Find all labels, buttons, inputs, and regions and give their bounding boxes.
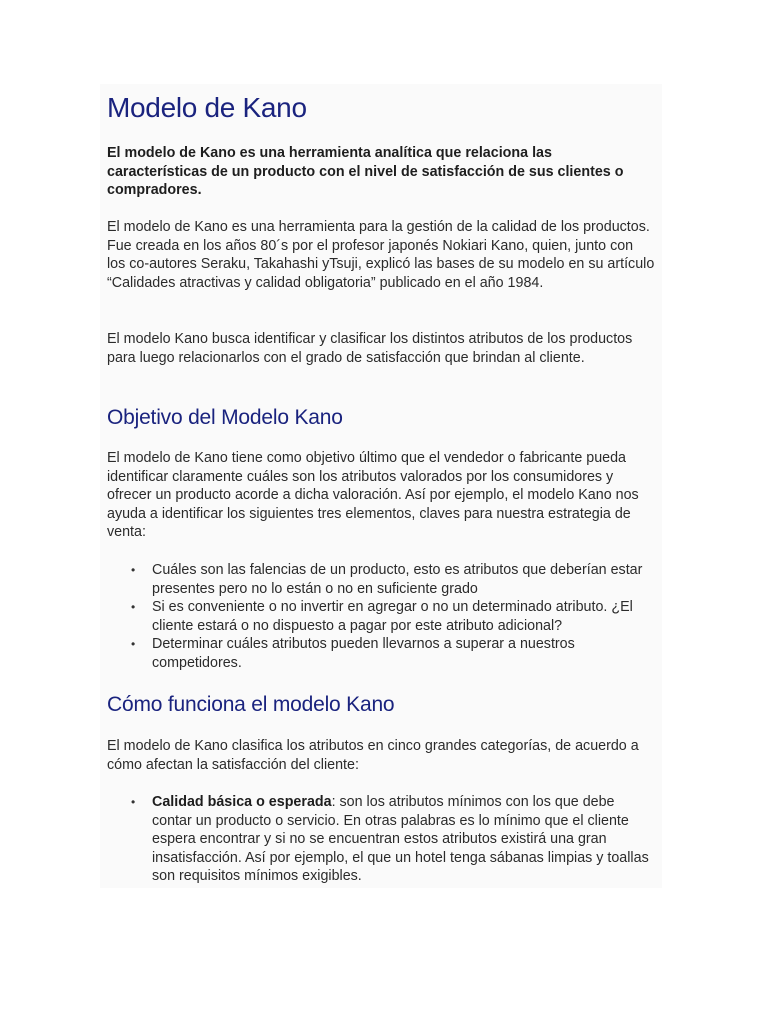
list-item-text: : son los atributos mínimos con los que debe contar un producto o servicio. En otras palabras es lo mínimo que el cliente espera encontrar y si no se encuentran estos atributos existirá una gran insatisfacción. Así por ejemplo, el que un hotel tenga sábanas limpias y toallas son requisitos mínimos exigibles. <box>152 794 649 885</box>
article-content <box>100 84 662 888</box>
list-item-term: Calidad básica o esperada <box>152 794 332 810</box>
paragraph-objetivo: El modelo de Kano tiene como objetivo último que el vendedor o fabricante pueda identificar claramente cuáles son los atributos valorados por los consumidores y ofrecer un producto acorde a dicha valoración. Así por ejemplo, el modelo Kano nos ayuda a identificar los siguientes tres elementos, claves para nuestra estrategia de venta: <box>107 450 639 541</box>
list-item <box>107 635 655 672</box>
section-heading-funciona: Cómo funciona el modelo Kano <box>107 693 395 716</box>
paragraph-funciona: El modelo de Kano clasifica los atributos en cinco grandes categorías, de acuerdo a cómo afectan la satisfacción del cliente: <box>107 738 639 773</box>
list-item-text: Si es conveniente o no invertir en agregar o no un determinado atributo. ¿El cliente estará o no dispuesto a pagar por este atributo adicional? <box>152 599 633 634</box>
paragraph-history: El modelo de Kano es una herramienta para la gestión de la calidad de los productos. Fue creada en los años 80´s por el profesor japonés Nokiari Kano, quien, junto con los co-autores Seraku, Takahashi yTsuji, explicó las bases de su modelo en su artículo “Calidades atractivas y calidad obligatoria” publicado en el año 1984. <box>107 219 655 291</box>
list-item <box>107 561 655 598</box>
page-title: Modelo de Kano <box>107 92 307 123</box>
intro-lead-paragraph: El modelo de Kano es una herramienta analítica que relaciona las características de un producto con el nivel de satisfacción de sus clientes o compradores. <box>107 145 624 199</box>
section-heading-objetivo: Objetivo del Modelo Kano <box>107 406 343 429</box>
bullet-icon: • <box>131 637 136 652</box>
bullet-icon: • <box>131 600 136 615</box>
paragraph-purpose: El modelo Kano busca identificar y clasificar los distintos atributos de los productos para luego relacionarlos con el grado de satisfacción que brindan al cliente. <box>107 331 633 366</box>
bullet-icon: • <box>131 563 136 577</box>
funciona-bullet-list <box>107 793 655 886</box>
list-item-text: Cuáles son las falencias de un producto, esto es atributos que deberían estar presentes pero no lo están o no en suficiente grado <box>152 562 643 597</box>
objetivo-bullet-list <box>107 561 655 673</box>
list-item <box>107 598 655 635</box>
bullet-icon: • <box>131 795 136 809</box>
list-item <box>107 793 655 886</box>
list-item-text: Determinar cuáles atributos pueden llevarnos a superar a nuestros competidores. <box>152 636 575 671</box>
